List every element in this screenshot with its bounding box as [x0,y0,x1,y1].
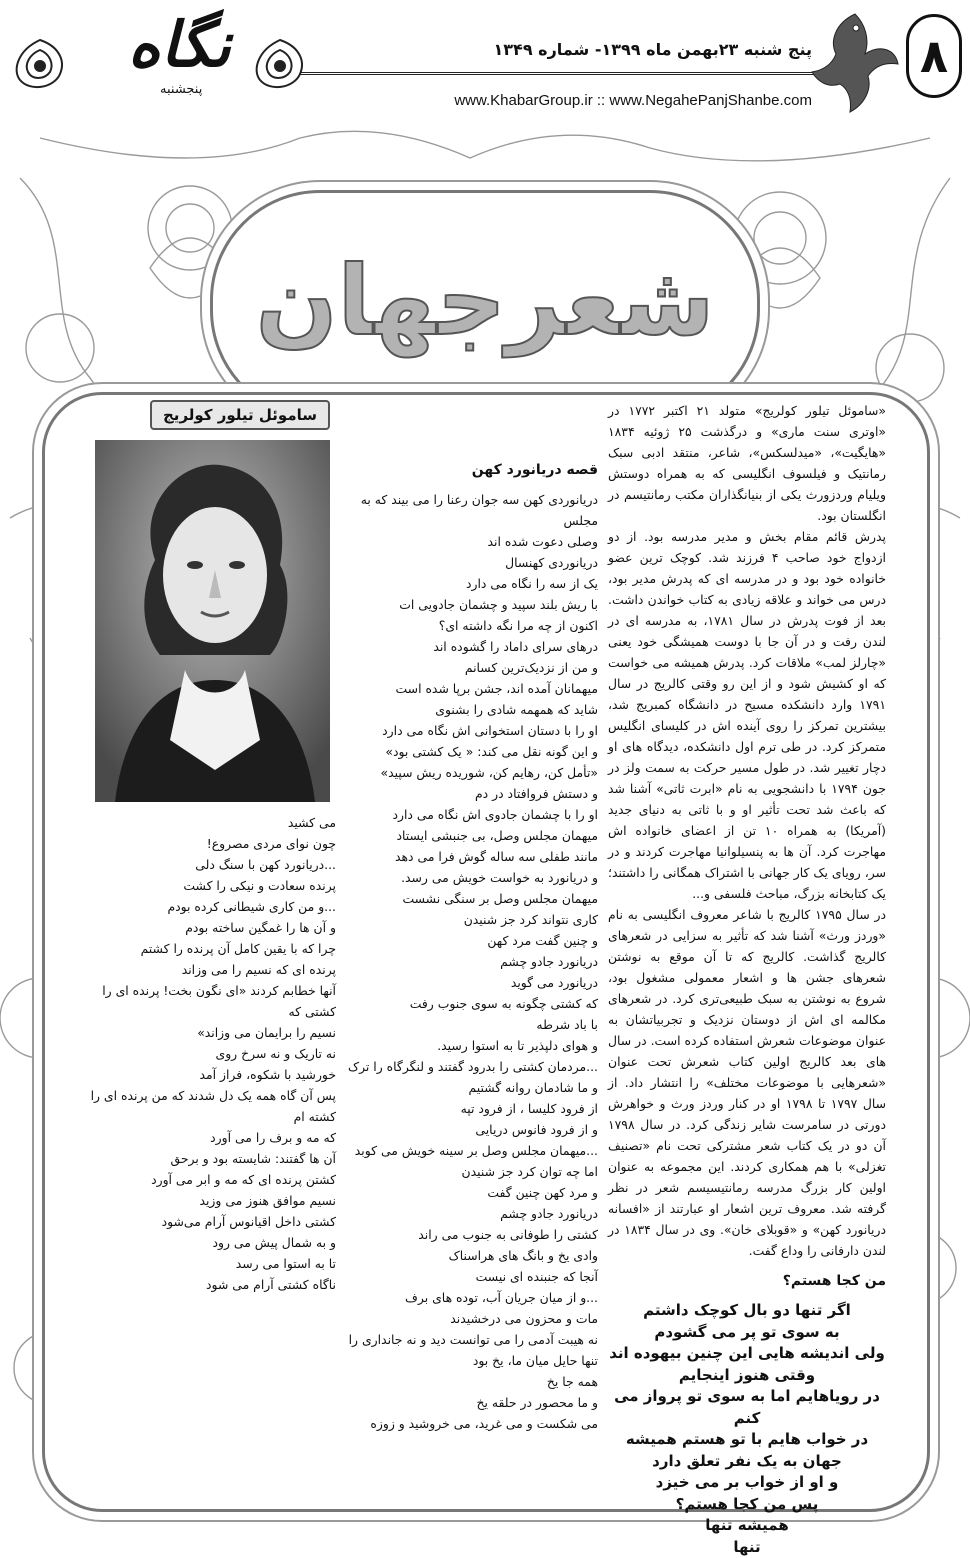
poem-line: میهمان مجلس وصل، بی جنبشی ایستاد [342,825,598,846]
poem-line: نسیم را برایمان می وزاند» [90,1022,336,1043]
poem-line: کشتن پرنده ای که مه و ابر می آورد [90,1169,336,1190]
poem-line: «تأمل کن، رهایم کن، شوریده ریش سپید» [342,762,598,783]
poem-line: اما چه توان کرد جز شنیدن [342,1161,598,1182]
ornament-right-icon [250,36,310,96]
page-number: ۸ [906,14,962,98]
bio-paragraph-1: «ساموئل تیلور کولریج» متولد ۲۱ اکتبر ۱۷۷۲ در «اوتری سنت ماری» و درگذشت ۲۵ ژوئیه ۱۸۳۴ «هایگیت»، «میدلسکس»، شاعر، منتقد ادبی سبک رمانتیک و فیلسوف انگلیسی که به همراه دوستش ویلیام وردزورث یکی از بنیانگذاران مکتب رمانتیسم در انگلستان بود. [608,400,886,526]
poem-line: با باد شرطه [342,1014,598,1035]
poem-line: با ریش بلند سپید و چشمان جادویی ات [342,594,598,615]
poem-line: و هوای دلپذیر تا به استوا رسید. [342,1035,598,1056]
poem-line: وصلی دعوت شده اند [342,531,598,552]
poem-line: ...دریانورد کهن با سنگ دلی [90,854,336,875]
poem-line: پرنده سعادت و نیکی را کشت [90,875,336,896]
poem-line: او را با دستان استخوانی اش نگاه می دارد [342,720,598,741]
poem-line: و دریانورد به خواست خویش می رسد. [342,867,598,888]
poem-line: مانند طفلی سه ساله گوش فرا می دهد [342,846,598,867]
page-title: شعرجهان [210,245,760,357]
poem-mariner-title: قصه دریانورد کهن [342,460,598,481]
poem-line: ...میهمان مجلس وصل بر سینه خویش می کوبد [342,1140,598,1161]
poem-line: ...مردمان کشتی را بدرود گفتند و لنگرگاه را ترک [342,1056,598,1077]
poem-line: کشتی را طوفانی به جنوب می راند [342,1224,598,1245]
poem-line: نه هیبت آدمی را می توانست دید و نه جانداری را [342,1329,598,1350]
poem-mariner-column-a [342,460,598,1434]
poem-line: وقتی هنوز اینجایم [608,1365,886,1387]
phoenix-bird-icon [810,4,900,114]
poem-line: و من از نزدیک‌ترین کسانم [342,657,598,678]
poem-where-body [608,1300,886,1558]
poem-line: که کشتی چگونه به سوی جنوب رفت [342,993,598,1014]
header-divider [300,72,815,75]
poem-line: او را با چشمان جادوی اش نگاه می دارد [342,804,598,825]
poem-line: میهمان مجلس وصل بر سنگی نشست [342,888,598,909]
poem-line: اکنون از چه مرا نگه داشته ای؟ [342,615,598,636]
poem-line: به سوی تو پر می گشودم [608,1322,886,1344]
poem-line: پرنده ای که نسیم را می وزاند [90,959,336,980]
poem-line: تنها حایل میان ما، یخ بود [342,1350,598,1371]
poem-line: یک از سه را نگاه می دارد [342,573,598,594]
poem-line: تنها [608,1537,886,1558]
poem-line: از فرود کلیسا ، از فرود تپه [342,1098,598,1119]
poem-line: جهان به یک نفر تعلق دارد [608,1451,886,1473]
poem-line: چون نوای مردی مصروع! [90,833,336,854]
poem-line: و چنین گفت مرد کهن [342,930,598,951]
ornament-left-icon [10,36,70,96]
poem-line: و او از خواب بر می خیزد [608,1472,886,1494]
poem-line: نه تاریک و نه سرخ روی [90,1043,336,1064]
poem-line: و این گونه نقل می کند: « یک کشتی بود» [342,741,598,762]
poem-line: مات و محزون می درخشیدند [342,1308,598,1329]
poem-line: خورشید با شکوه، فراز آمد [90,1064,336,1085]
poem-line: و مرد کهن چنین گفت [342,1182,598,1203]
poem-line: نسیم موافق هنوز می وزید [90,1190,336,1211]
poem-line: می شکست و می غرید، می خروشید و زوزه [342,1413,598,1434]
poem-line: میهمانان آمده اند، جشن برپا شده است [342,678,598,699]
website-urls: www.KhabarGroup.ir :: www.NegahePanjShanbe.com [454,92,812,109]
poem-line: و ما شادمان روانه گشتیم [342,1077,598,1098]
bio-column [608,400,886,1558]
poem-line: در خواب هایم با تو هستم همیشه [608,1429,886,1451]
poem-line: دریانورد می گوید [342,972,598,993]
poet-portrait-image [95,440,330,802]
poem-line: و از فرود فانوس دریایی [342,1119,598,1140]
poem-line: ...و من کاری شیطانی کرده بودم [90,896,336,917]
poem-line: پس آن گاه همه یک دل شدند که من پرنده ای را کشته ام [90,1085,336,1127]
bio-paragraph-3: در سال ۱۷۹۵ کالریج با شاعر معروف انگلیسی به نام «وردز ورث» آشنا شد که تأثیر به سزایی در شعرهای کالریج گذاشت. کالریج که تا آن موقع به نوشتن شعرهای جشن ها و اشعار معمولی مشغول بود، شروع به نوشتن به سبک طبیعی‌تری کرد. در شعرهای مکالمه ای اش از دوستان نزدیک و تجربیاتشان به عنوان موضوعات شعرش استفاده کرده است. در سال های بعد کالریج اولین کتاب شعرش تحت عنوان «شعرهایی با موضوعات مختلف» را انتشار داد. از سال ۱۷۹۷ تا ۱۷۹۸ او در کنار وردز ورث و خواهرش دورتی در سامرست شایر زندگی کرد. در سال ۱۷۹۸ آن دو در یک کتاب شعر مشترکی تحت نام «تصنیف تغزلی» با هم همکاری کردند. این مجموعه به عنوان اولین کار بزرگ مدرسه رمانتیسیسم شعر در نظر گرفته شد. معروف ترین اشعار او عبارتند از «افسانه دریانورد کهن» و «قوبلای خان». وی در سال ۱۸۳۴ در لندن دارفانی را وداع گفت. [608,904,886,1261]
poem-line: در رویاهایم اما به سوی تو پرواز می کنم [608,1386,886,1429]
poem-line: می کشید [90,812,336,833]
poem-line: شاید که همهمه شادی را بشنوی [342,699,598,720]
poem-line: درهای سرای داماد را گشوده اند [342,636,598,657]
poem-line: دریانوردی کهن سه جوان رعنا را می بیند که به مجلس [342,489,598,531]
poem-line: همیشه تنها [608,1515,886,1537]
bio-paragraph-2: پدرش قائم مقام بخش و مدیر مدرسه بود. از دو ازدواج خود صاحب ۴ فرزند شد. کوچک ترین عضو خانواده خود بود و در مدرسه ای که پدرش مدیر بود، درس می خواند و علاقه زیادی به کتاب خواندن داشت. بعد از فوت پدرش در سال ۱۷۸۱، به مدرسه ای در لندن رفت و در آن جا با دوست همیشگی خود یعنی «چارلز لمب» ملاقات کرد. پدرش همیشه می خواست که او کشیش شود و از این رو وقتی کالریج در سال ۱۷۹۱ وارد دانشکده مسیح در دانشگاه کمبریج شد، بیشترین تمرکز را روی آینده اش در کلیسای انگلیس متمرکز کرد. در طی ترم اول دانشکده، دیدگاه های او دچار تغییر شد. در طول مسیر حرکت به سمت ولز در جون ۱۷۹۴ با دانشجویی به نام «ابرت ثاتی» آشنا شد که باعث شد تحت تأثیر او و با ثاتی به دنیای جدید (آمریکا) به همراه ۱۰ تن از اعضای خانواده اش مهاجرت کرد. آن ها به پنسیلوانیا مهاجرت کردند و در سر، رویای یک کار جهانی با اشتراک همگانی را داشتند؛ یک کتابخانه بزرگ، مباحث فلسفی و... [608,526,886,904]
newspaper-logo [10,8,300,108]
logo-subtitle: پنجشنبه [160,82,202,97]
poem-line: و دستش فروافتاد در دم [342,783,598,804]
poem-line: تا به استوا می رسد [90,1253,336,1274]
poem-line: و ما محصور در حلقه یخ [342,1392,598,1413]
poem-line: و به شمال پیش می رود [90,1232,336,1253]
poem-line: پس من کجا هستم؟ [608,1494,886,1516]
page-header [0,0,970,118]
poem-line: همه جا یخ [342,1371,598,1392]
poem-line: کاری نتواند کرد جز شنیدن [342,909,598,930]
poem-line: چرا که با یقین کامل آن پرنده را کشتم [90,938,336,959]
poem-line: آن ها گفتند: شایسته بود و برحق [90,1148,336,1169]
poem-line: ...و از میان جریان آب، توده های برف [342,1287,598,1308]
poem-line: وادی یخ و بانگ های هراسناک [342,1245,598,1266]
poem-line: ولی اندیشه هایی این چنین بیهوده اند [608,1343,886,1365]
poem-line: دریانورد جادو چشم [342,1203,598,1224]
poem-mariner-column-b [90,812,336,1295]
poem-line: دریانورد جادو چشم [342,951,598,972]
poem-line: آنها خطابم کردند «ای نگون بخت! پرنده ای را کشتی که [90,980,336,1022]
poem-line: آنجا که جنبنده ای نیست [342,1266,598,1287]
issue-date: پنج شنبه ۲۳بهمن ماه ۱۳۹۹- شماره ۱۳۴۹ [494,40,812,59]
poem-line: دریانوردی کهنسال [342,552,598,573]
logo-title: نگاه [128,8,231,81]
poem-line: و آن ها را غمگین ساخته بودم [90,917,336,938]
poem-line: اگر تنها دو بال کوچک داشتم [608,1300,886,1322]
poem-where-title: من کجا هستم؟ [608,1271,886,1292]
poem-line: که مه و برف را می آورد [90,1127,336,1148]
poem-line: کشتی داخل اقیانوس آرام می‌شود [90,1211,336,1232]
poem-line: ناگاه کشتی آرام می شود [90,1274,336,1295]
poet-name-label: ساموئل تیلور کولریج [150,400,330,430]
